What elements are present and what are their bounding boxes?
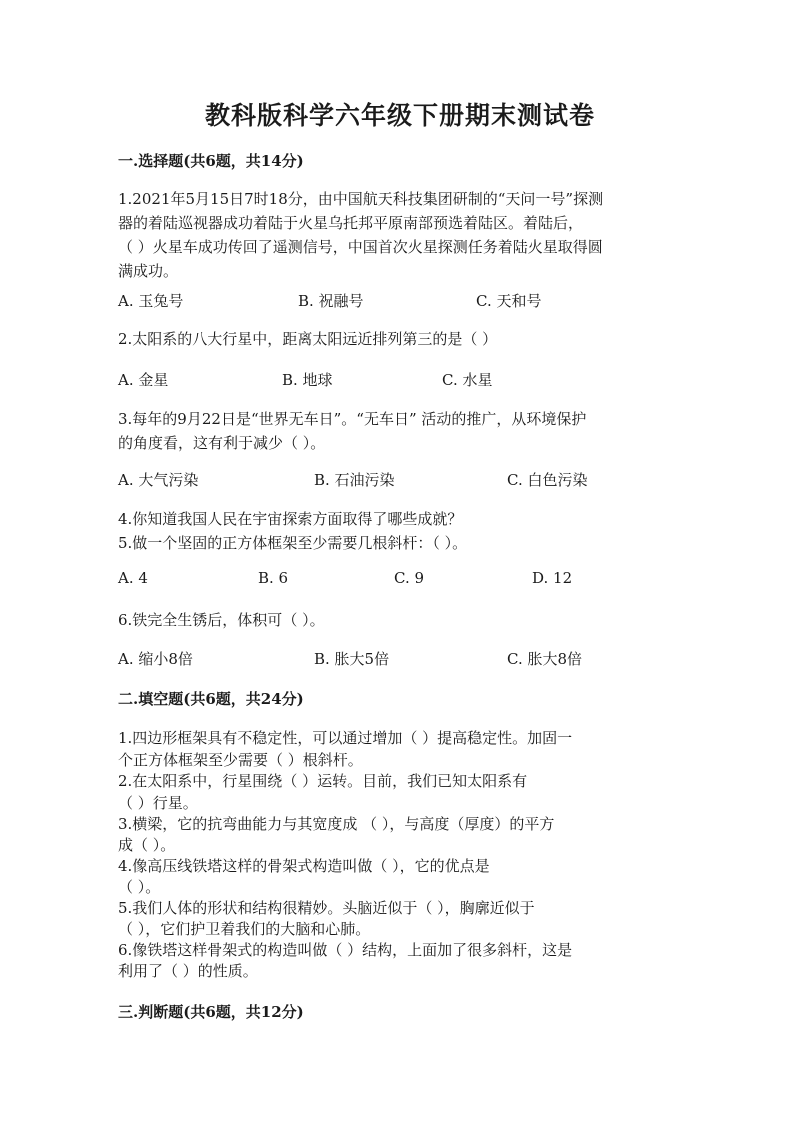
- fill-line-10: （ ），它们护卫着我们的大脑和心肺。: [118, 920, 371, 938]
- fill-line-11: 6.像铁塔这样骨架式的构造叫做（ ）结构，上面加了很多斜杆，这是: [118, 941, 573, 959]
- question-4-5: [118, 507, 683, 555]
- option-c: C. 白色污染: [507, 471, 588, 489]
- question-6: 6.铁完全生锈后，体积可（ ）。: [118, 611, 325, 629]
- fill-line-1: 1.四边形框架具有不稳定性，可以通过增加（ ）提高稳定性。加固一: [118, 729, 573, 747]
- option-b: B. 石油污染: [314, 471, 395, 489]
- option-d: D. 12: [532, 569, 573, 587]
- section-heading-fill: 二.填空题(共6题，共24分): [118, 690, 304, 708]
- option-c: C. 胀大8倍: [507, 650, 583, 668]
- fill-line-7: 4.像高压线铁塔这样的骨架式构造叫做（ ），它的优点是: [118, 857, 490, 875]
- question-2: 2.太阳系的八大行星中，距离太阳远近排列第三的是（ ）: [118, 330, 498, 348]
- question-1-line-4: 满成功。: [118, 262, 179, 280]
- section-heading-judge: 三.判断题(共6题，共12分): [118, 1003, 304, 1021]
- question-5: 5.做一个坚固的正方体框架至少需要几根斜杆：（ ）。: [118, 534, 468, 552]
- question-1-line-2: 器的着陆巡视器成功着陆于火星乌托邦平原南部预选着陆区。着陆后，: [118, 214, 584, 232]
- question-1: [118, 187, 683, 283]
- question-3: [118, 407, 683, 455]
- question-3-options: [118, 469, 718, 491]
- question-3-line-1: 3.每年的9月22日是“世界无车日”。“无车日” 活动的推广，从环境保护: [118, 410, 587, 428]
- page-title: 教科版科学六年级下册期末测试卷: [204, 101, 595, 130]
- question-1-line-3: （ ）火星车成功传回了遥测信号，中国首次火星探测任务着陆火星取得圆: [118, 238, 603, 256]
- fill-line-4: （ ）行星。: [118, 794, 198, 812]
- fill-line-9: 5.我们人体的形状和结构很精妙。头脑近似于（ ），胸廓近似于: [118, 899, 535, 917]
- question-1-line-1: 1.2021年5月15日7时18分，由中国航天科技集团研制的“天问一号”探测: [118, 190, 604, 208]
- option-a: A. 4: [118, 569, 148, 587]
- option-b: B. 6: [258, 569, 289, 587]
- question-2-options: [118, 369, 718, 391]
- fill-line-2: 个正方体框架至少需要（ ）根斜杆。: [118, 751, 363, 769]
- option-c: C. 水星: [442, 371, 493, 389]
- question-5-options: [118, 569, 718, 591]
- option-a: A. 玉兔号: [118, 292, 184, 310]
- option-a: A. 缩小8倍: [118, 650, 193, 668]
- option-b: B. 地球: [282, 371, 333, 389]
- fill-line-8: （ ）。: [118, 878, 161, 896]
- option-a: A. 大气污染: [118, 471, 199, 489]
- question-6-options: [118, 648, 718, 670]
- section-heading-choice: 一.选择题(共6题，共14分): [118, 152, 304, 170]
- question-1-options: [118, 290, 718, 312]
- fill-line-12: 利用了（ ）的性质。: [118, 962, 258, 980]
- question-4: 4.你知道我国人民在宇宙探索方面取得了哪些成就？: [118, 510, 463, 528]
- option-c: C. 天和号: [476, 292, 542, 310]
- question-3-line-2: 的角度看，这有利于减少（ ）。: [118, 434, 326, 452]
- fill-line-3: 2.在太阳系中，行星围绕（ ）运转。目前，我们已知太阳系有: [118, 772, 528, 790]
- option-a: A. 金星: [118, 371, 169, 389]
- fill-line-6: 成（ ）。: [118, 836, 176, 854]
- option-c: C. 9: [394, 569, 425, 587]
- option-b: B. 祝融号: [298, 292, 364, 310]
- fill-line-5: 3.横梁，它的抗弯曲能力与其宽度成 （ ），与高度（厚度）的平方: [118, 815, 555, 833]
- option-b: B. 胀大5倍: [314, 650, 390, 668]
